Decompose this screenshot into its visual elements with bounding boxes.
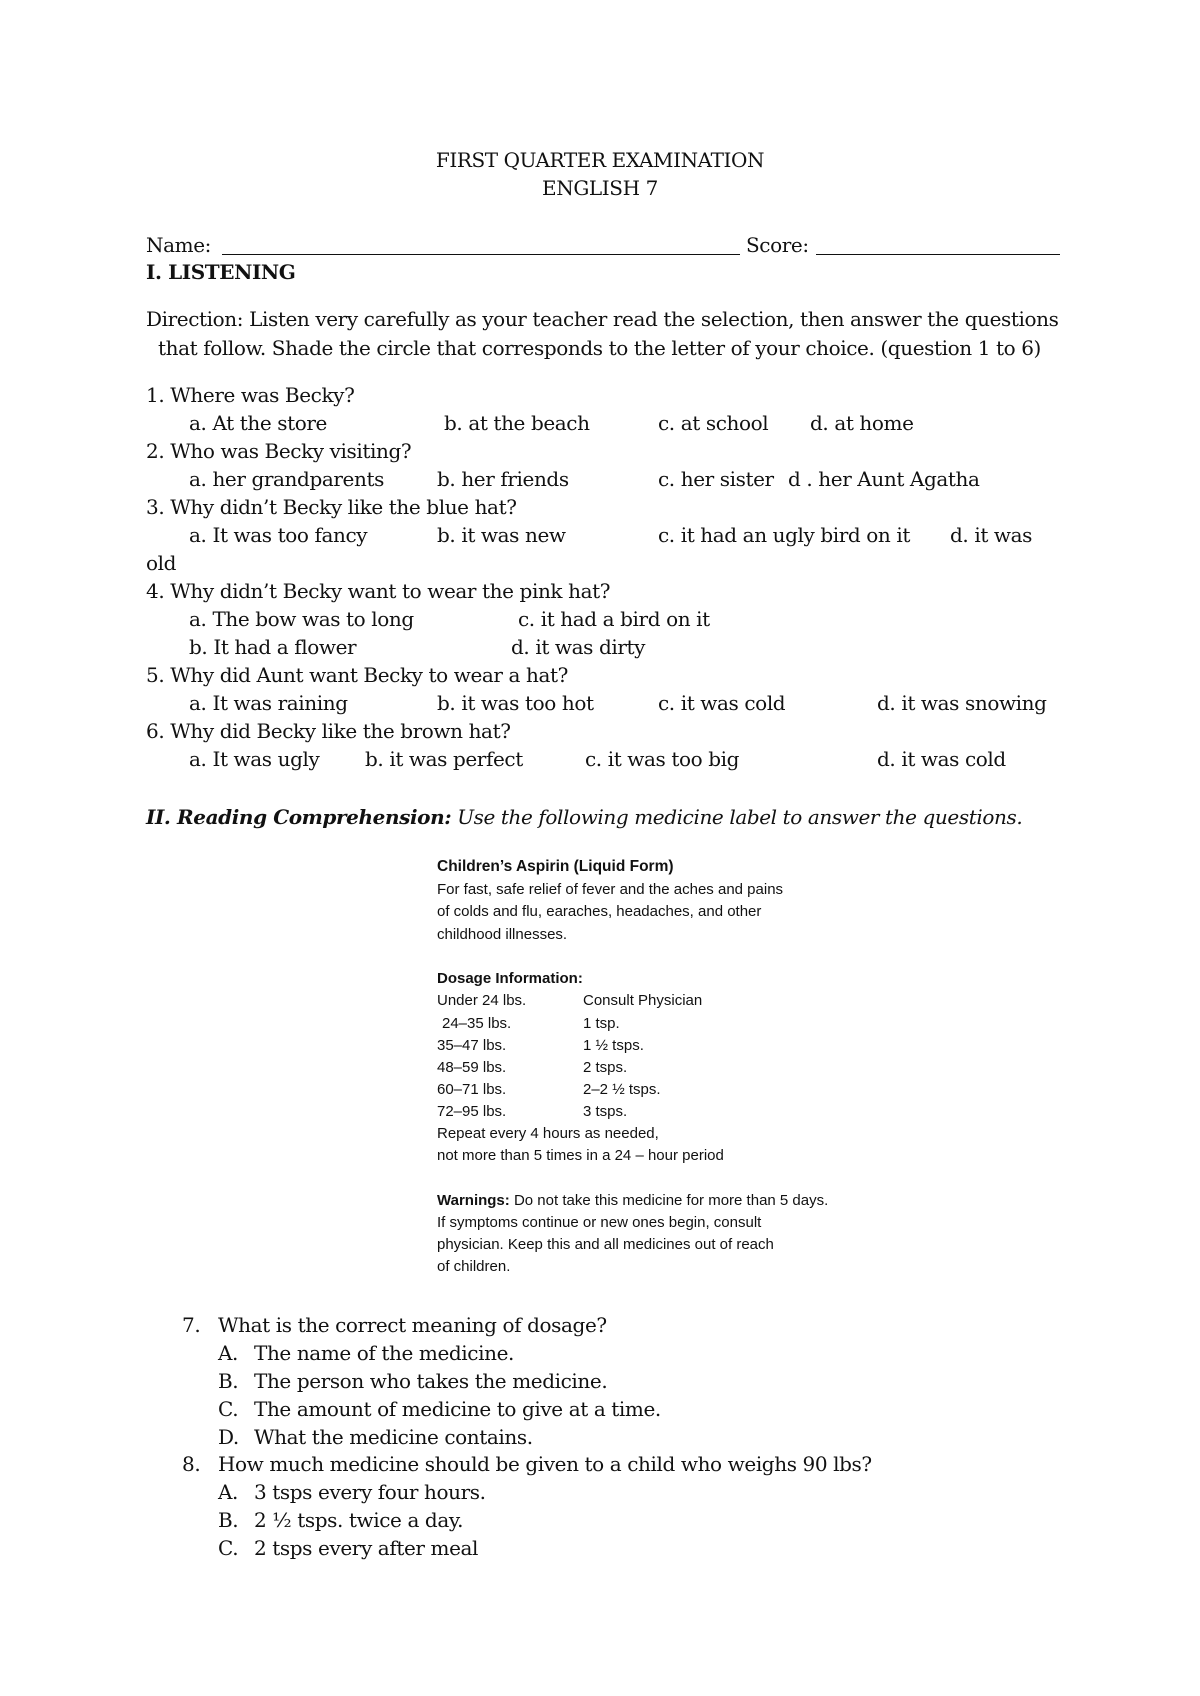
q6-stem: 6. Why did Becky like the brown hat? [146, 719, 511, 743]
q1-option-b[interactable]: b. at the beach [444, 411, 590, 435]
q3-option-c[interactable]: c. it had an ugly bird on it [658, 523, 911, 547]
dosage-amount: 1 tsp. [583, 1015, 620, 1032]
q4-option-d[interactable]: d. it was dirty [511, 635, 646, 659]
repeat-line-1: Repeat every 4 hours as needed, [437, 1125, 659, 1142]
q2-option-a[interactable]: a. her grandparents [189, 467, 384, 491]
q7-option-text[interactable]: The amount of medicine to give at a time. [254, 1397, 661, 1421]
q5-option-c[interactable]: c. it was cold [658, 691, 786, 715]
q4-option-b[interactable]: b. It had a flower [189, 635, 357, 659]
q8-number: 8. [182, 1452, 201, 1476]
q3-option-a[interactable]: a. It was too fancy [189, 523, 368, 547]
dosage-heading: Dosage Information: [437, 970, 583, 987]
warnings-line-1 [437, 1192, 828, 1209]
q2-option-c[interactable]: c. her sister [658, 467, 774, 491]
q6-option-d[interactable]: d. it was cold [877, 747, 1006, 771]
q5-stem: 5. Why did Aunt want Becky to wear a hat? [146, 663, 568, 687]
exam-title: FIRST QUARTER EXAMINATION [435, 148, 765, 172]
q8-option-text[interactable]: 3 tsps every four hours. [254, 1480, 486, 1504]
q7-option-text[interactable]: The person who takes the medicine. [254, 1369, 608, 1393]
q8-option-letter[interactable]: C. [218, 1536, 239, 1560]
label-desc-3: childhood illnesses. [437, 926, 568, 943]
warnings-line-3: physician. Keep this and all medicines out of reach [437, 1236, 774, 1253]
q1-option-d[interactable]: d. at home [810, 411, 914, 435]
dosage-amount: 2 tsps. [583, 1059, 628, 1076]
q8-option-letter[interactable]: A. [218, 1480, 239, 1504]
direction-line-1: Direction: Listen very carefully as your teacher read the selection, then answer the questions [146, 307, 1059, 331]
dosage-weight: 72–95 lbs. [437, 1103, 507, 1120]
q3-option-b[interactable]: b. it was new [437, 523, 566, 547]
q7-option-letter[interactable]: C. [218, 1397, 239, 1421]
score-label: Score: [746, 233, 809, 257]
q7-option-text[interactable]: What the medicine contains. [254, 1425, 533, 1449]
q2-option-b[interactable]: b. her friends [437, 467, 569, 491]
q8-stem: How much medicine should be given to a child who weighs 90 lbs? [218, 1452, 872, 1476]
exam-subject: ENGLISH 7 [542, 176, 658, 200]
warnings-label: Warnings: [437, 1192, 510, 1209]
name-field[interactable] [222, 254, 740, 255]
q2-stem: 2. Who was Becky visiting? [146, 439, 412, 463]
label-desc-2: of colds and flu, earaches, headaches, and other [437, 903, 762, 920]
dosage-weight: 24–35 lbs. [442, 1015, 512, 1032]
q7-option-text[interactable]: The name of the medicine. [254, 1341, 514, 1365]
section-reading-heading [146, 805, 1022, 829]
q7-option-letter[interactable]: D. [218, 1425, 239, 1449]
label-title: Children’s Aspirin (Liquid Form) [437, 858, 674, 875]
dosage-weight: 35–47 lbs. [437, 1037, 507, 1054]
q3-stem: 3. Why didn’t Becky like the blue hat? [146, 495, 517, 519]
q4-stem: 4. Why didn’t Becky want to wear the pink hat? [146, 579, 611, 603]
dosage-weight: 60–71 lbs. [437, 1081, 507, 1098]
label-desc-1: For fast, safe relief of fever and the aches and pains [437, 881, 784, 898]
warnings-text-1: Do not take this medicine for more than 5 days. [513, 1192, 829, 1209]
warnings-line-4: of children. [437, 1258, 511, 1275]
direction-line-2: that follow. Shade the circle that corresponds to the letter of your choice. (question 1 to 6) [158, 336, 1041, 360]
q5-option-d[interactable]: d. it was snowing [877, 691, 1047, 715]
q1-option-a[interactable]: a. At the store [189, 411, 327, 435]
dosage-amount: 2–2 ½ tsps. [583, 1081, 661, 1098]
dosage-weight: Under 24 lbs. [437, 992, 527, 1009]
q4-option-a[interactable]: a. The bow was to long [189, 607, 414, 631]
q6-option-a[interactable]: a. It was ugly [189, 747, 320, 771]
q8-option-letter[interactable]: B. [218, 1508, 239, 1532]
warnings-line-2: If symptoms continue or new ones begin, consult [437, 1214, 762, 1231]
q6-option-c[interactable]: c. it was too big [585, 747, 740, 771]
dosage-amount: 1 ½ tsps. [583, 1037, 644, 1054]
q7-option-letter[interactable]: B. [218, 1369, 239, 1393]
dosage-amount: 3 tsps. [583, 1103, 628, 1120]
q1-option-c[interactable]: c. at school [658, 411, 769, 435]
dosage-weight: 48–59 lbs. [437, 1059, 507, 1076]
repeat-line-2: not more than 5 times in a 24 – hour period [437, 1147, 724, 1164]
q3-option-d-continued: old [146, 551, 177, 575]
score-field[interactable] [816, 254, 1060, 255]
q2-option-d[interactable]: d . her Aunt Agatha [788, 467, 980, 491]
name-label: Name: [146, 233, 211, 257]
q3-option-d[interactable]: d. it was [950, 523, 1033, 547]
dosage-amount: Consult Physician [583, 992, 703, 1009]
q5-option-b[interactable]: b. it was too hot [437, 691, 594, 715]
q8-option-text[interactable]: 2 ½ tsps. twice a day. [254, 1508, 464, 1532]
q8-option-text[interactable]: 2 tsps every after meal [254, 1536, 479, 1560]
section-reading-instruction: Use the following medicine label to answer the questions. [457, 805, 1023, 829]
q7-stem: What is the correct meaning of dosage? [218, 1313, 607, 1337]
q7-option-letter[interactable]: A. [218, 1341, 239, 1365]
q4-option-c[interactable]: c. it had a bird on it [518, 607, 710, 631]
q5-option-a[interactable]: a. It was raining [189, 691, 348, 715]
q1-stem: 1. Where was Becky? [146, 383, 355, 407]
section-listening-heading: I. LISTENING [146, 260, 296, 284]
q7-number: 7. [182, 1313, 201, 1337]
q6-option-b[interactable]: b. it was perfect [365, 747, 523, 771]
section-reading-title: II. Reading Comprehension: [146, 805, 452, 829]
